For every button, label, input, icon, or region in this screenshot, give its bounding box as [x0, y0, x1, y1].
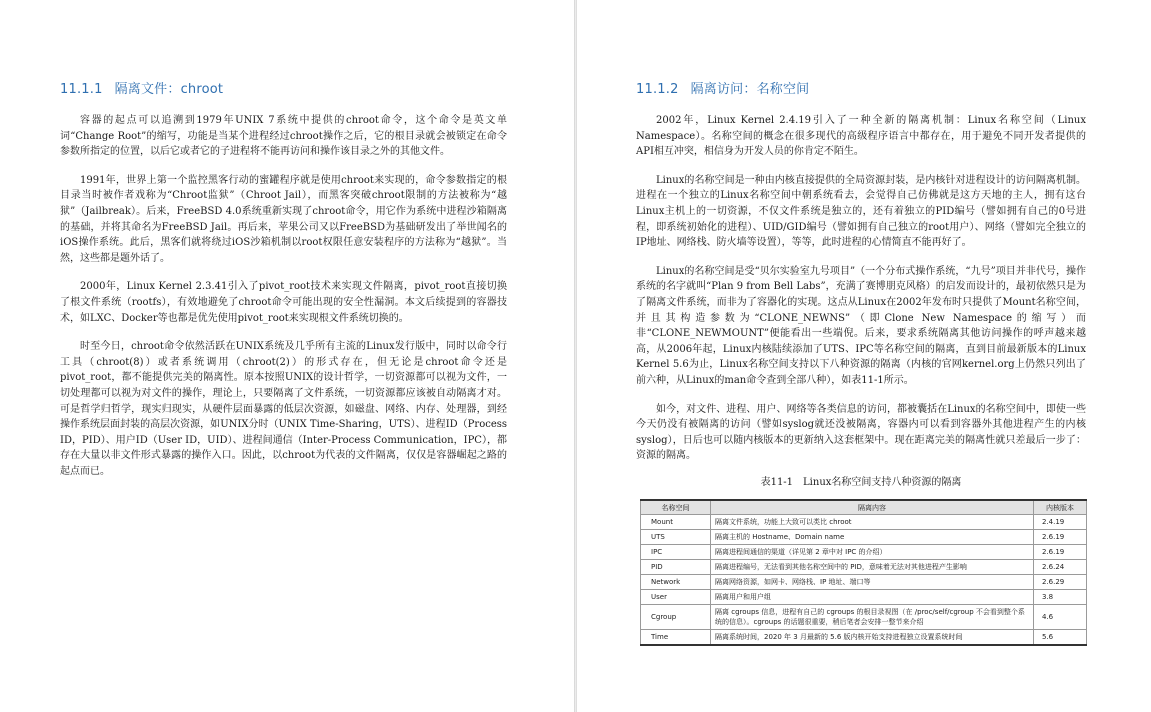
section-heading-left: [60, 78, 223, 97]
namespace-content: 隔离 cgroups 信息，进程有自己的 cgroups 的根目录视图（在 /proc/self/cgroup 不会看到整个系统的信息）。cgroups 的话题很重要，稍后笔者会安排一整节来介绍: [711, 605, 1034, 630]
namespace-content: 隔离主机的 Hostname、Domain name: [711, 530, 1034, 545]
namespace-table: [640, 499, 1087, 646]
kernel-version: 4.6: [1034, 605, 1087, 630]
table-caption: 表11-1 Linux名称空间支持八种资源的隔离: [760, 477, 962, 488]
table-row: [641, 515, 1087, 530]
table-row: [641, 590, 1087, 605]
paragraph: 1991年，世界上第一个监控黑客行动的蜜罐程序就是使用chroot来实现的，命令参数指定的根目录当时被作者戏称为“Chroot监狱”（Chroot Jail），而黑客突破chroot限制的方法被称为“越狱”（Jailbreak）。后来，FreeBSD 4.0系统重新实现了chroot命令，用它作为系统中进程沙箱隔离的基础，并将其命名为FreeBSD Jail。再后来，苹果公司又以FreeBSD为基础研发出了举世闻名的iOS操作系统。此后，黑客们就将绕过iOS沙箱机制以root权限任意安装程序的方法称为“越狱”。当然，这些都是题外话了。: [60, 174, 507, 264]
table-row: [641, 530, 1087, 545]
namespace-name: User: [641, 590, 711, 605]
section-number: 11.1.1: [60, 82, 103, 97]
left-page: [0, 0, 574, 712]
section-number: 11.1.2: [636, 82, 679, 97]
column-header: 名称空间: [641, 500, 711, 515]
namespace-name: Cgroup: [641, 605, 711, 630]
namespace-content: 隔离系统时间，2020 年 3 月最新的 5.6 版内核开始支持进程独立设置系统时间: [711, 630, 1034, 646]
kernel-version: 2.4.19: [1034, 515, 1087, 530]
namespace-name: IPC: [641, 545, 711, 560]
paragraph: 2002年，Linux Kernel 2.4.19引入了一种全新的隔离机制：Linux名称空间（Linux Namespace）。名称空间的概念在很多现代的高级程序语言中都存在，用于避免不同开发者提供的API相互冲突，相信身为开发人员的你肯定不陌生。: [636, 115, 1086, 158]
column-header: 隔离内容: [711, 500, 1034, 515]
namespace-name: Time: [641, 630, 711, 646]
body-text-right: [636, 113, 1086, 477]
body-text-left: [60, 113, 507, 492]
paragraph: 如今，对文件、进程、用户、网络等各类信息的访问，都被囊括在Linux的名称空间中，即使一些今天仍没有被隔离的访问（譬如syslog就还没被隔离，容器内可以看到容器外其他进程产生的内核syslog），日后也可以随内核版本的更新纳入这套框架中。现在距离完美的隔离性就只差最后一步了：资源的隔离。: [636, 403, 1086, 462]
namespace-name: Network: [641, 575, 711, 590]
namespace-content: 隔离用户和用户组: [711, 590, 1034, 605]
kernel-version: 5.6: [1034, 630, 1087, 646]
table-row: [641, 545, 1087, 560]
namespace-name: UTS: [641, 530, 711, 545]
kernel-version: 3.8: [1034, 590, 1087, 605]
section-heading-right: [636, 78, 809, 97]
section-title: 隔离文件：chroot: [114, 82, 224, 97]
right-page: [577, 0, 1151, 712]
table-row: [641, 575, 1087, 590]
column-header: 内核版本: [1034, 500, 1087, 515]
paragraph: 时至今日，chroot命令依然活跃在UNIX系统及几乎所有主流的Linux发行版中，同时以命令行工具（chroot(8)）或者系统调用（chroot(2)）的形式存在，但无论是chroot命令还是pivot_root，都不能提供完美的隔离性。原本按照UNIX的设计哲学，一切资源都可以视为文件，一切处理都可以视为对文件的操作，理论上，只要隔离了文件系统，一切资源都应该被自动隔离才对。可是哲学归哲学，现实归现实，从硬件层面暴露的低层次资源，如磁盘、网络、内存、处理器，到经操作系统层面封装的高层次资源，如UNIX分时（UNIX Time-Sharing，UTS）、进程ID（Process ID，PID）、用户ID（User ID，UID）、进程间通信（Inter-Process Communication，IPC），都存在大量以非文件形式暴露的操作入口。因此，以chroot为代表的文件隔离，仅仅是容器崛起之路的起点而已。: [60, 341, 507, 477]
namespace-name: Mount: [641, 515, 711, 530]
namespace-content: 隔离文件系统，功能上大致可以类比 chroot: [711, 515, 1034, 530]
namespace-name: PID: [641, 560, 711, 575]
table-row: [641, 605, 1087, 630]
namespace-content: 隔离进程编号，无法看到其他名称空间中的 PID，意味着无法对其他进程产生影响: [711, 560, 1034, 575]
paragraph: Linux的名称空间是受“贝尔实验室九号项目”（一个分布式操作系统，“九号”项目并非代号，操作系统的名字就叫“Plan 9 from Bell Labs”，充满了赛博朋克风格）的启发而设计的，最初依然只是为了隔离文件系统，而非为了容器化的实现。这点从Linux在2002年发布时只提供了Mount名称空间，并且其构造参数为“CLONE_NEWNS”（即Clone New Namespace的缩写）而非“CLONE_NEWMOUNT”便能看出一些端倪。后来，要求系统隔离其他访问操作的呼声越来越高，从2006年起，Linux内核陆续添加了UTS、IPC等名称空间的隔离，直到目前最新版本的Linux Kernel 5.6为止，Linux名称空间支持以下八种资源的隔离（内核的官网kernel.org上仍然只列出了前六种，从Linux的man命令查到全部八种），如表11-1所示。: [636, 265, 1086, 386]
paragraph: 2000年，Linux Kernel 2.3.41引入了pivot_root技术来实现文件隔离，pivot_root直接切换了根文件系统（rootfs），有效地避免了chroot命令可能出现的安全性漏洞。本文后续提到的容器技术，如LXC、Docker等也都是优先使用pivot_root来实现根文件系统切换的。: [60, 281, 507, 324]
table-row: [641, 560, 1087, 575]
paragraph: Linux的名称空间是一种由内核直接提供的全局资源封装，是内核针对进程设计的访问隔离机制。进程在一个独立的Linux名称空间中朝系统看去，会觉得自己仿佛就是这方天地的主人，拥有这台Linux主机上的一切资源，不仅文件系统是独立的，还有着独立的PID编号（譬如拥有自己的0号进程，即系统初始化的进程）、UID/GID编号（譬如拥有自己独立的root用户）、网络（譬如完全独立的IP地址、网络栈、防火墙等设置），等等，此时进程的心情简直不能再好了。: [636, 174, 1086, 249]
section-title: 隔离访问：名称空间: [690, 82, 810, 97]
kernel-version: 2.6.29: [1034, 575, 1087, 590]
table-row: [641, 630, 1087, 646]
table-header-row: [641, 500, 1087, 515]
kernel-version: 2.6.24: [1034, 560, 1087, 575]
paragraph: 容器的起点可以追溯到1979年UNIX 7系统中提供的chroot命令，这个命令是英文单词“Change Root”的缩写，功能是当某个进程经过chroot操作之后，它的根目录就会被锁定在命令参数所指定的位置，以后它或者它的子进程将不能再访问和操作该目录之外的其他文件。: [60, 115, 507, 158]
namespace-content: 隔离进程间通信的渠道（详见第 2 章中对 IPC 的介绍）: [711, 545, 1034, 560]
kernel-version: 2.6.19: [1034, 530, 1087, 545]
kernel-version: 2.6.19: [1034, 545, 1087, 560]
namespace-content: 隔离网络资源，如网卡、网络栈、IP 地址、端口等: [711, 575, 1034, 590]
